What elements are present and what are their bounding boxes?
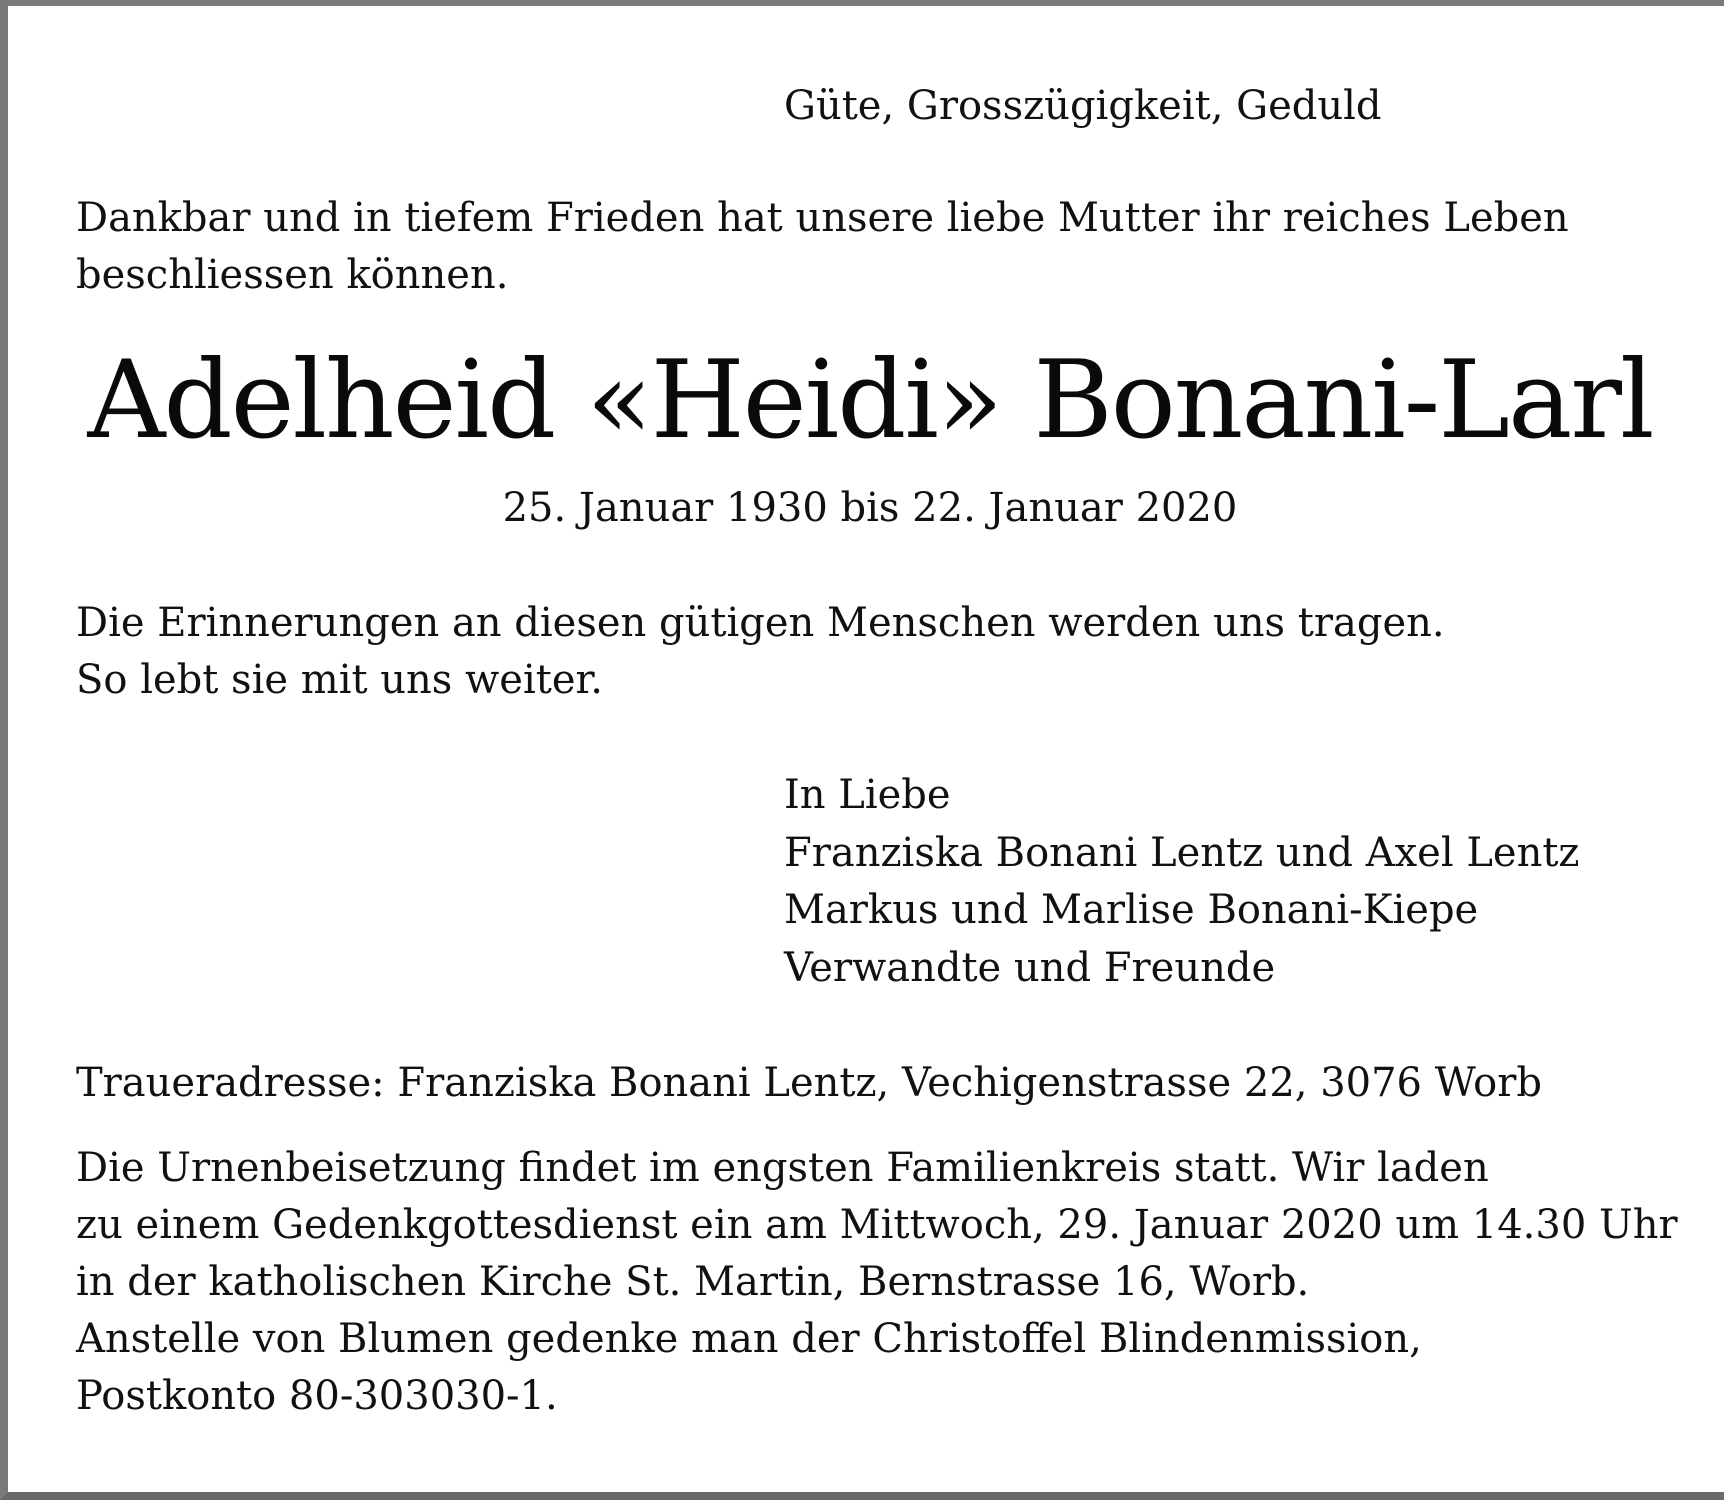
service-line: Die Urnenbeisetzung findet im engsten Familienkreis statt. Wir laden (76, 1145, 1489, 1191)
memory-paragraph (76, 595, 1445, 709)
memory-line: Die Erinnerungen an diesen gütigen Menschen werden uns tragen. (76, 600, 1445, 646)
signature-line: Verwandte und Freunde (784, 944, 1276, 991)
intro-paragraph (76, 190, 1569, 304)
signature-line: Markus und Marlise Bonani-Kiepe (784, 887, 1479, 933)
deceased-name: Adelheid «Heidi» Bonani-Larl (87, 338, 1653, 463)
service-line: Anstelle von Blumen gedenke man der Christoffel Blindenmission, (76, 1316, 1422, 1362)
motto: Güte, Grosszügigkeit, Geduld (784, 83, 1382, 129)
service-information (76, 1140, 1678, 1425)
mourners-signature-block (784, 767, 1580, 997)
life-dates: 25. Januar 1930 bis 22. Januar 2020 (502, 485, 1238, 531)
intro-line: Dankbar und in tiefem Frieden hat unsere liebe Mutter ihr reiches Leben (76, 195, 1569, 241)
intro-line: beschliessen können. (76, 252, 509, 298)
service-line: zu einem Gedenkgottesdienst ein am Mittwoch, 29. Januar 2020 um 14.30 Uhr (76, 1202, 1678, 1248)
mourning-address: Traueradresse: Franziska Bonani Lentz, Vechigenstrasse 22, 3076 Worb (76, 1060, 1542, 1106)
service-line: Postkonto 80-303030-1. (76, 1373, 558, 1419)
signature-line: In Liebe (784, 772, 951, 818)
service-line: in der katholischen Kirche St. Martin, Bernstrasse 16, Worb. (76, 1259, 1310, 1305)
signature-line: Franziska Bonani Lentz und Axel Lentz (784, 829, 1580, 876)
memory-line: So lebt sie mit uns weiter. (76, 657, 603, 703)
